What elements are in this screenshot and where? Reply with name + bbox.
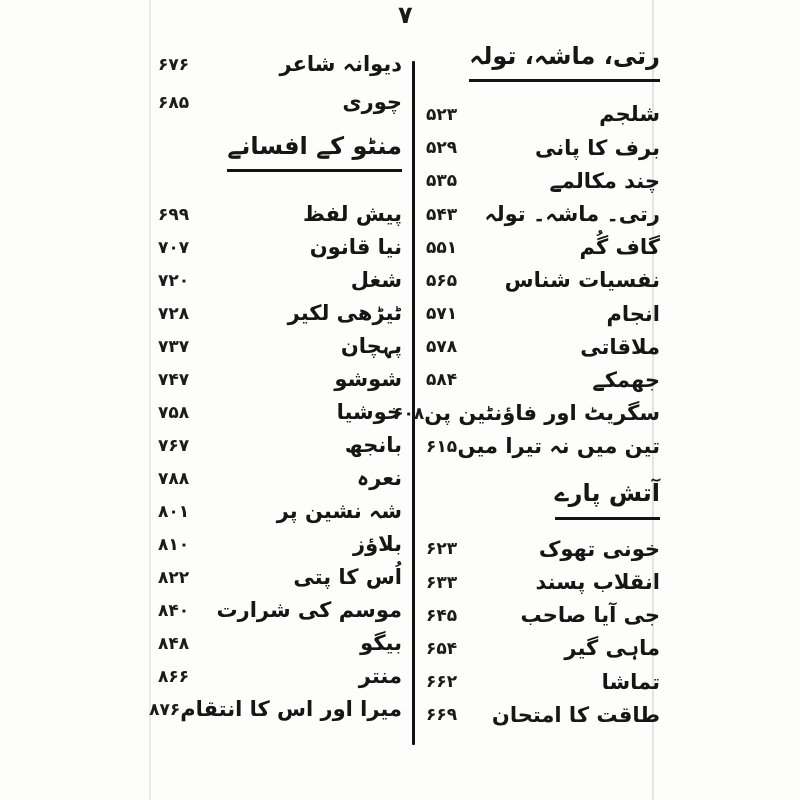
toc-entry [426, 599, 660, 632]
toc-entry [426, 264, 660, 297]
toc-entry-title: انجام [606, 301, 660, 326]
toc-entry-title: پیش لفظ [303, 202, 402, 227]
toc-entry-title: موسم کی شرارت [216, 598, 402, 623]
toc-entry-page-number: ۶۸۵ [158, 93, 190, 113]
toc-entry-page-number: ۸۰۱ [158, 501, 190, 522]
toc-entry [158, 84, 402, 122]
toc-entry-page-number: ۷۰۷ [158, 237, 190, 258]
section-heading [158, 130, 402, 172]
scan-artifact-line-left [149, 0, 151, 800]
toc-entry-page-number: ۸۴۰ [158, 600, 190, 621]
toc-entry-title: بانجھ [344, 433, 402, 458]
toc-entry-page-number: ۷۳۷ [158, 336, 190, 357]
toc-entry [158, 528, 402, 561]
toc-entry-title: شغل [350, 268, 402, 293]
toc-entry [426, 666, 660, 699]
toc-entry [426, 132, 660, 165]
toc-entry-page-number: ۵۷۸ [426, 337, 458, 358]
toc-entry-title: جھمکے [592, 367, 660, 392]
toc-entry-page-number: ۵۶۵ [426, 270, 458, 291]
toc-entry [158, 627, 402, 660]
toc-entry-title: ماہی گیر [564, 636, 660, 661]
toc-entry-title: نعرہ [356, 466, 402, 491]
toc-section [158, 46, 402, 122]
toc-entry-page-number: ۶۱۵ [426, 436, 458, 457]
toc-entry-title: برف کا پانی [535, 135, 660, 160]
toc-entry-title: نفسیات شناس [504, 268, 660, 293]
toc-entry-title: خوشیا [336, 400, 402, 425]
toc-entry-title: ٹیڑھی لکیر [287, 301, 402, 326]
toc-entry-title: چند مکالمے [549, 168, 660, 193]
toc-entry [158, 561, 402, 594]
toc-entry [158, 363, 402, 396]
section-heading [426, 477, 660, 519]
toc-entry-title: منتر [358, 664, 402, 689]
toc-entry-title: سگریٹ اور فاؤنٹین پن [424, 401, 660, 426]
toc-entry [158, 495, 402, 528]
toc-entry-title: شوشو [334, 367, 402, 392]
toc-entry [426, 430, 660, 463]
toc-entry-page-number: ۵۸۴ [426, 370, 458, 391]
toc-entry [426, 533, 660, 566]
toc-entry [426, 632, 660, 665]
toc-entry-page-number: ۵۷۱ [426, 304, 458, 325]
toc-entry-page-number: ۷۲۰ [158, 270, 190, 291]
toc-entry-title: خونی تھوک [538, 536, 660, 561]
toc-entry-page-number: ۵۲۹ [426, 138, 458, 159]
toc-entry-title: انقلاب پسند [535, 570, 660, 595]
toc-entry [426, 198, 660, 231]
toc-entry-page-number: ۵۴۳ [426, 204, 458, 225]
toc-entry-title: شہ نشین پر [276, 499, 402, 524]
toc-entry [149, 693, 402, 726]
toc-entry-page-number: ۶۶۲ [426, 672, 458, 693]
toc-entry-title: تماشا [601, 669, 660, 694]
toc-entry-title: نیا قانون [309, 235, 402, 260]
toc-entry [158, 46, 402, 84]
toc-entry-page-number: ۸۲۲ [158, 567, 190, 588]
toc-entry-page-number: ۶۹۹ [158, 204, 190, 225]
toc-entry-title: شلجم [599, 102, 660, 127]
toc-entry [426, 364, 660, 397]
toc-entry-title: میرا اور اس کا انتقام [180, 697, 402, 722]
toc-entry [158, 330, 402, 363]
toc-entry [158, 429, 402, 462]
toc-entry-page-number: ۶۳۳ [426, 572, 458, 593]
toc-entry [158, 462, 402, 495]
toc-entry-title: پہچان [340, 334, 402, 359]
toc-entry [426, 699, 660, 732]
toc-entry-page-number: ۶۰۸ [393, 403, 425, 424]
toc-entry-page-number: ۵۲۳ [426, 104, 458, 125]
toc-entry-title: بلاؤز [353, 532, 402, 557]
toc-entry-title: رتی۔ ماشہ۔ تولہ [484, 201, 660, 226]
toc-column-left [149, 46, 402, 726]
toc-entry [158, 396, 402, 429]
toc-entry [158, 660, 402, 693]
toc-entry [158, 231, 402, 264]
section-heading [426, 40, 660, 82]
toc-entry-page-number: ۸۶۶ [158, 666, 190, 687]
toc-entry-page-number: ۶۶۹ [426, 705, 458, 726]
toc-entry-page-number: ۷۸۸ [158, 468, 190, 489]
toc-section [149, 130, 402, 726]
toc-entry-title: گاف گُم [579, 235, 660, 260]
toc-entry-page-number: ۵۳۵ [426, 171, 458, 192]
toc-entry-title: دیوانہ شاعر [279, 52, 402, 77]
toc-entry [426, 331, 660, 364]
toc-entry-page-number: ۷۴۷ [158, 369, 190, 390]
toc-section [426, 477, 660, 732]
toc-entry-page-number: ۷۵۸ [158, 402, 190, 423]
toc-entry-page-number: ۸۴۸ [158, 633, 190, 654]
toc-entry-page-number: ۵۵۱ [426, 237, 458, 258]
toc-entry-page-number: ۸۷۶ [149, 699, 181, 720]
toc-section [393, 40, 660, 463]
toc-entry-page-number: ۷۲۸ [158, 303, 190, 324]
toc-entry [158, 297, 402, 330]
toc-entry [426, 566, 660, 599]
toc-entry-title: تین میں نہ تیرا میں [457, 434, 660, 459]
page-number: ۷ [398, 1, 413, 29]
toc-entry-page-number: ۸۱۰ [158, 534, 190, 555]
toc-entry-title: بیگو [360, 631, 402, 656]
toc-entry [426, 298, 660, 331]
toc-entry-title: طاقت کا امتحان [491, 702, 660, 727]
toc-entry [158, 264, 402, 297]
toc-entry-page-number: ۶۴۵ [426, 605, 458, 626]
section-heading-text: آتش پارے [555, 477, 660, 519]
toc-entry-title: ملاقاتی [580, 334, 660, 359]
toc-column-right [393, 40, 660, 732]
toc-entry-title: جی آیا صاحب [520, 603, 660, 628]
toc-entry-page-number: ۷۶۷ [158, 435, 190, 456]
toc-entry [426, 165, 660, 198]
toc-entry [426, 231, 660, 264]
toc-entry-title: چوری [342, 90, 402, 115]
section-heading-text: رتی، ماشہ، تولہ [469, 40, 660, 82]
toc-entry-page-number: ۶۲۳ [426, 539, 458, 560]
section-heading-text: منٹو کے افسانے [227, 130, 402, 172]
toc-entry [158, 594, 402, 627]
toc-entry [158, 198, 402, 231]
toc-entry-page-number: ۶۵۴ [426, 639, 458, 659]
toc-entry-title: اُس کا پتی [293, 565, 402, 590]
toc-entry [393, 397, 660, 430]
toc-entry-page-number: ۶۷۶ [158, 55, 190, 75]
toc-entry [426, 98, 660, 131]
